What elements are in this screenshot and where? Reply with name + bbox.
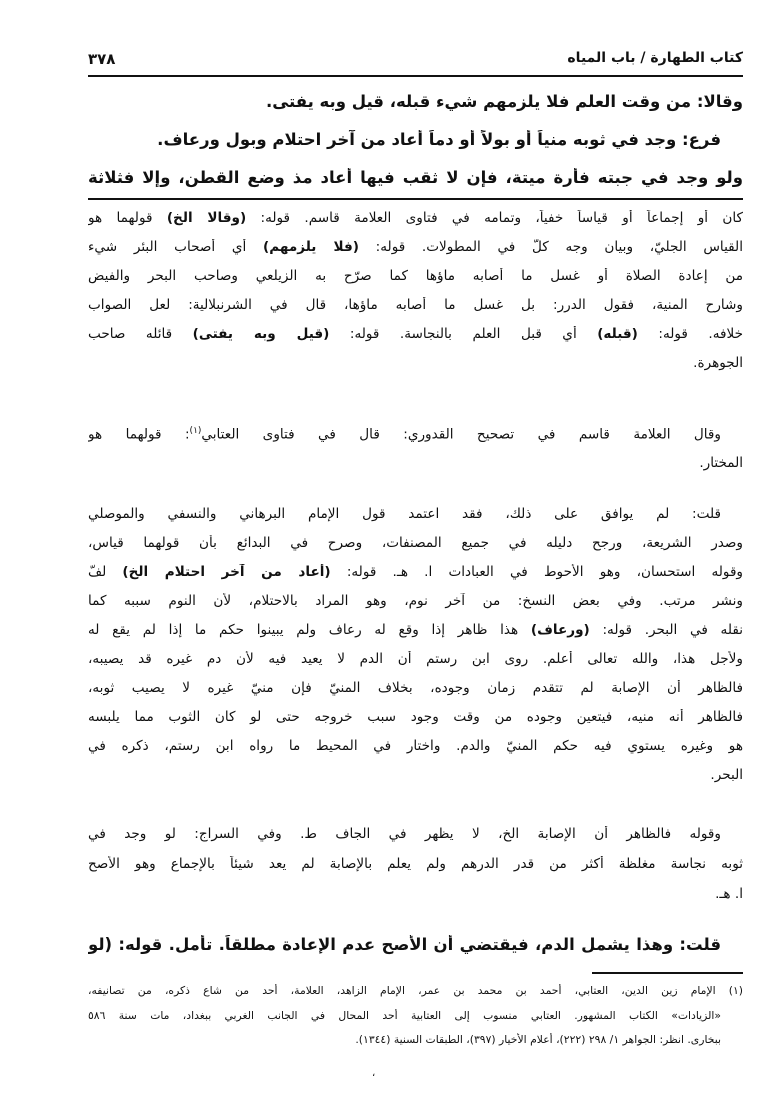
text-segment: وقالا: من وقت العلم فلا يلزمهم شيء قبله، قيل وبه يفتى. xyxy=(266,92,743,111)
commentary-line xyxy=(88,455,743,479)
matn-line xyxy=(88,130,743,156)
text-separator-rule xyxy=(88,198,743,200)
matn-line xyxy=(88,92,743,118)
commentary-line xyxy=(88,680,743,704)
page-number: ٣٧٨ xyxy=(88,50,116,68)
commentary-line xyxy=(88,622,743,646)
text-segment: خلافه. قوله: xyxy=(637,326,743,342)
text-segment: وقوله استحسان، وهو الأحوط في العبادات ا. هـ. قوله: xyxy=(330,564,743,580)
commentary-line xyxy=(88,355,743,379)
commentary-line xyxy=(88,426,743,450)
text-segment: من إعادة الصلاة أو غسل ما أصابه ماؤها كما صرّح به الزيلعي وصاحب البحر والفيض xyxy=(88,268,743,284)
quoted-lemma: (قبله) xyxy=(597,326,638,342)
text-segment: فالظاهر أنه منيه، فيتعين وجوده من وقت وجود سبب خروجه حتى لو كان الثوب مما يلبسه xyxy=(88,709,743,725)
text-segment: ونشر مرتب. وفي بعض النسخ: من آخر نوم، وهو المراد بالاحتلام، لأن النوم سببه كما xyxy=(88,593,743,609)
commentary-line xyxy=(88,651,743,675)
text-segment: المختار. xyxy=(699,455,743,471)
matn_final-line xyxy=(88,935,743,961)
commentary-line xyxy=(88,593,743,617)
text-segment: لفّ xyxy=(88,564,123,580)
text-segment: «الزيادات» الكتاب المشهور. العتابي منسوب إلى العتابية أحد المحال في الجانب الغربي ببغداد، مات سنة ٥٨٦ xyxy=(88,1009,721,1022)
commentary-line xyxy=(88,535,743,559)
quoted-lemma: (ورعاف) xyxy=(530,622,590,638)
text-segment: قلت: وهذا يشمل الدم، فيقتضي أن الأصح عدم الإعادة مطلقاً. تأمل. قوله: xyxy=(112,935,721,954)
text-segment: نقله في البحر. قوله: xyxy=(589,622,743,638)
text-segment: ا. هـ. xyxy=(715,886,743,902)
text-segment: (١) الإمام زين الدين، العتابي، أحمد بن محمد بن عمر، الإمام الزاهد، العلامة، أحد من شاع ذكره، من تصانيفه، xyxy=(88,984,743,997)
chapter-title: كتاب الطهارة / باب المياه xyxy=(567,50,743,66)
text-segment: ثوبه نجاسة مغلظة أكثر من قدر الدرهم ولم يعلم بالإصابة لم يعد شيئاً بالإجماع وهو الأصح xyxy=(88,856,743,872)
text-segment: فرع: وجد في ثوبه منياً أو بولاً أو دماً أعاد من آخر احتلام وبول ورعاف. xyxy=(157,130,721,149)
quoted-lemma: (وقالا الخ) xyxy=(166,210,247,226)
text-segment: أي أصحاب البئر شيء xyxy=(88,239,264,255)
text-segment: القياس الجليّ، وبيان وجه كلّ في المطولات. قوله: xyxy=(358,239,743,255)
text-segment: أي قبل العلم بالنجاسة. قوله: xyxy=(329,326,598,342)
text-segment: هو وغيره يستوي فيه حكم المنيّ والدم. واختار في المحيط ما رواه ابن رستم، ذكره في xyxy=(88,738,743,754)
footnotes-line xyxy=(88,984,743,1004)
footnotes-line xyxy=(88,1009,743,1029)
commentary-line xyxy=(88,738,743,762)
text-segment: قلت: لم يوافق على ذلك، فقد اعتمد قول الإمام البرهاني والنسفي والموصلي xyxy=(88,506,721,522)
commentary-line xyxy=(88,826,743,850)
footnotes-line xyxy=(88,1033,743,1053)
text-segment: ولأجل هذا، والله تعالى أعلم. روى ابن رستم أن الدم لا يعيد فيه لأن دم غيره قد يصيبه، xyxy=(88,651,743,667)
commentary-line xyxy=(88,886,743,910)
text-segment: البحر. xyxy=(710,767,743,783)
text-segment: وقوله فالظاهر أن الإصابة الخ، لا يظهر في الجاف ط. وفي السراج: لو وجد في xyxy=(88,826,721,842)
quoted-lemma: (قيل وبه يفتى) xyxy=(192,326,330,342)
commentary-line xyxy=(88,297,743,321)
text-segment: وقال العلامة قاسم في تصحيح القدوري: قال في فتاوى العتابي xyxy=(201,426,721,443)
commentary-line xyxy=(88,210,743,234)
text-segment: ولو وجد في جبته فأرة ميتة، فإن لا ثقب فيها أعاد مذ وضع القطن، وإلا فثلاثة xyxy=(88,168,743,187)
bottom-mark: ، xyxy=(372,1068,376,1079)
text-segment: وشارح المنية، فقول الدرر: بل غسل ما أصابه ماؤها، قال في الشرنبلالية: لعل الصواب xyxy=(88,297,743,313)
commentary-line xyxy=(88,564,743,588)
text-segment: : قولهما هو xyxy=(88,426,190,443)
text-segment: قائله صاحب xyxy=(88,326,193,342)
text-segment: كان أو إجماعاً أو قياساً خفياً، وتمامه في فتاوى العلامة قاسم. قوله: xyxy=(246,210,743,226)
footnote-ref: (١) xyxy=(189,426,202,436)
text-segment: فالظاهر أن الإصابة لم تتقدم زمان وجوده، بخلاف المنيّ فإن منيّ غيره لا يصيب ثوبه، xyxy=(88,680,743,696)
text-segment: قولهما هو xyxy=(88,210,167,226)
text-segment: وصدر الشريعة، ورجح دليله في جميع المصنفات، وصرح في البدائع بأن قولهما قياس، xyxy=(88,535,743,551)
matn-line xyxy=(88,168,743,194)
footnote-rule xyxy=(592,972,743,974)
quoted-lemma: (أعاد من آخر احتلام الخ) xyxy=(122,564,331,580)
text-segment: هذا ظاهر إذا وقع له رعاف ولم يبينوا حكم ما إذا لم يقع له xyxy=(88,622,531,638)
commentary-line xyxy=(88,268,743,292)
running-header xyxy=(88,50,743,74)
commentary-line xyxy=(88,709,743,733)
text-segment: الجوهرة. xyxy=(693,355,743,371)
header-rule xyxy=(88,75,743,77)
commentary-line xyxy=(88,239,743,263)
commentary-line xyxy=(88,506,743,530)
text-segment: ببخارى. انظر: الجواهر ١/ ٢٩٨ (٢٢٢)، أعلام الأخيار (٣٩٧)، الطبقات السنية (١٣٤٤). xyxy=(355,1033,721,1046)
commentary-line xyxy=(88,856,743,880)
commentary-line xyxy=(88,767,743,791)
quoted-lemma: (فلا يلزمهم) xyxy=(263,239,359,255)
commentary-line xyxy=(88,326,743,350)
quoted-lemma: (لو xyxy=(88,935,113,954)
